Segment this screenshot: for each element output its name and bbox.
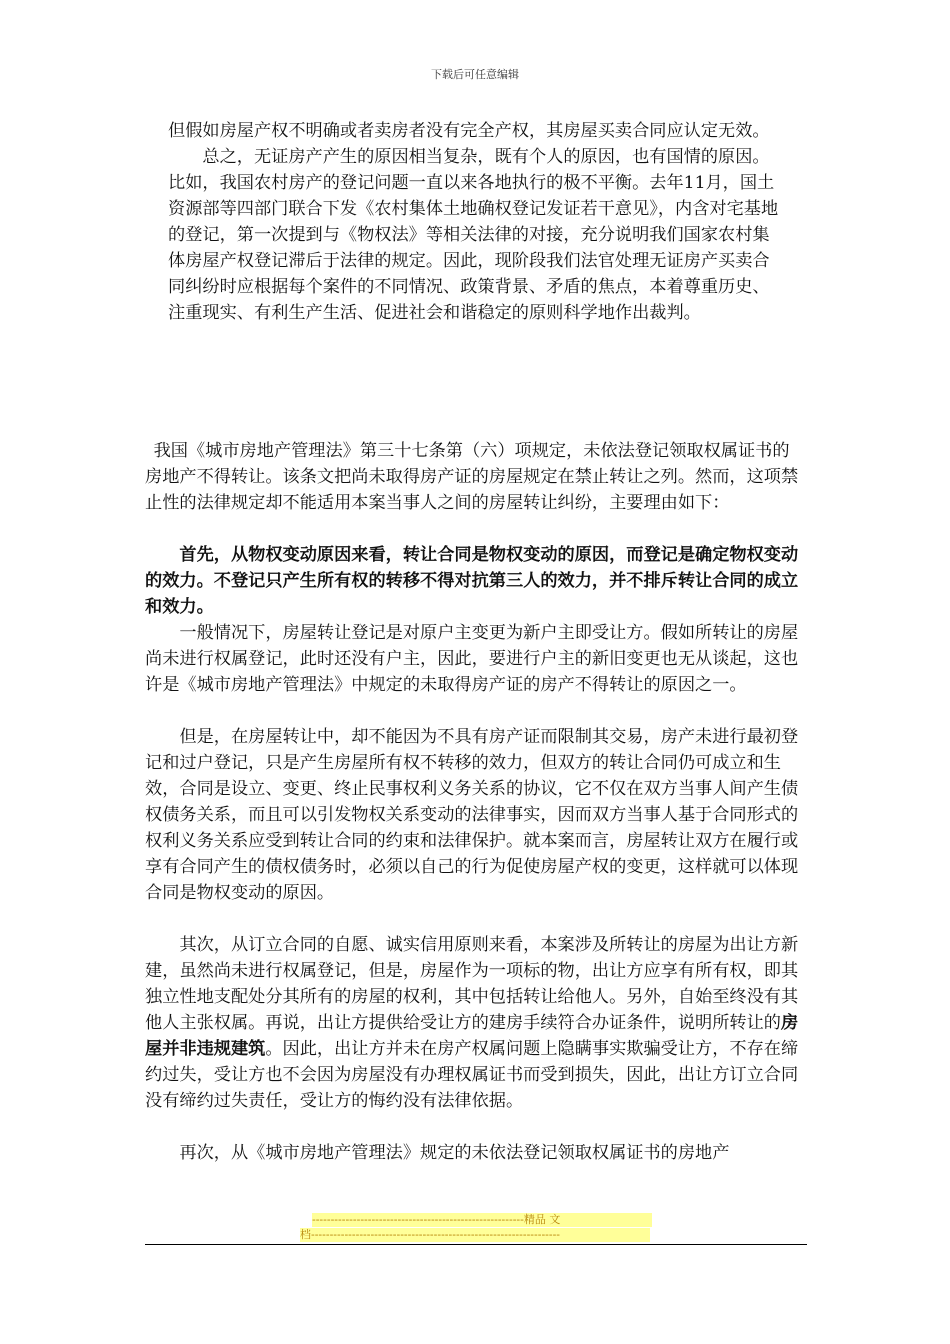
intro-paragraph: 我国《城市房地产管理法》第三十七条第（六）项规定，未依法登记领取权属证书的房地产不得转让。该条文把尚未取得房产证的房屋规定在禁止转让之列。然而，这项禁止性的法律规定却不能适用本案当事人之间的房屋转让纠纷，主要理由如下： <box>145 441 799 513</box>
footer-line-2: 档------------------------------------------------------------------- <box>300 1228 650 1242</box>
bold-paragraph: 首先，从物权变动原因来看，转让合同是物权变动的原因，而登记是确定物权变动的效力。不登记只产生所有权的转移不得对抗第三人的效力，并不排斥转让合同的成立和效力。 <box>145 545 799 617</box>
section-1 <box>168 118 783 326</box>
paragraph-5 <box>145 932 805 1114</box>
paragraph-6: 再次，从《城市房地产管理法》规定的未依法登记领取权属证书的房地产 <box>179 1143 730 1163</box>
paragraph-5-bold: 房屋并非违规建筑 <box>145 1013 799 1059</box>
section-2 <box>145 438 805 1166</box>
footer-rule <box>145 1244 807 1245</box>
paragraph-1: 但假如房屋产权不明确或者卖房者没有完全产权，其房屋买卖合同应认定无效。 <box>168 121 770 141</box>
paragraph-3: 一般情况下，房屋转让登记是对原户主变更为新户主即受让方。假如所转让的房屋尚未进行权属登记，此时还没有户主，因此，要进行户主的新旧变更也无从谈起，这也许是《城市房地产管理法》中规定的未取得房产证的房产不得转让的原因之一。 <box>145 623 799 695</box>
page-header: 下载后可任意编辑 <box>431 68 519 81</box>
footer-line-1: ---------------------------------------------------------精品 文 <box>312 1213 652 1227</box>
paragraph-2: 总之，无证房产产生的原因相当复杂，既有个人的原因，也有国情的原因。比如，我国农村房产的登记问题一直以来各地执行的极不平衡。去年11月，国土资源部等四部门联合下发《农村集体土地确权登记发证若干意见》，内含对宅基地的登记，第一次提到与《物权法》等相关法律的对接，充分说明我们国家农村集体房屋产权登记滞后于法律的规定。因此，现阶段我们法官处理无证房产买卖合同纠纷时应根据每个案件的不同情况、政策背景、矛盾的焦点，本着尊重历史、注重现实、有利生产生活、促进社会和谐稳定的原则科学地作出裁判。 <box>168 147 779 323</box>
paragraph-5-part-b: 。因此，出让方并未在房产权属问题上隐瞒事实欺骗受让方，不存在缔约过失，受让方也不会因为房屋没有办理权属证书而受到损失，因此，出让方订立合同没有缔约过失责任，受让方的悔约没有法律依据。 <box>145 1039 799 1111</box>
paragraph-4: 但是，在房屋转让中，却不能因为不具有房产证而限制其交易，房产未进行最初登记和过户登记，只是产生房屋所有权不转移的效力，但双方的转让合同仍可成立和生效，合同是设立、变更、终止民事权利义务关系的协议，它不仅在双方当事人间产生债权债务关系，而且可以引发物权关系变动的法律事实，因而双方当事人基于合同形式的权利义务关系应受到转让合同的约束和法律保护。就本案而言，房屋转让双方在履行或享有合同产生的债权债务时，必须以自己的行为促使房屋产权的变更，这样就可以体现合同是物权变动的原因。 <box>145 727 799 903</box>
paragraph-5-part-a: 其次，从订立合同的自愿、诚实信用原则来看，本案涉及所转让的房屋为出让方新建，虽然尚未进行权属登记，但是，房屋作为一项标的物，出让方应享有所有权，即其独立性地支配处分其所有的房屋的权利，其中包括转让给他人。另外，自始至终没有其他人主张权属。再说，出让方提供给受让方的建房手续符合办证条件，说明所转让的 <box>145 935 799 1033</box>
